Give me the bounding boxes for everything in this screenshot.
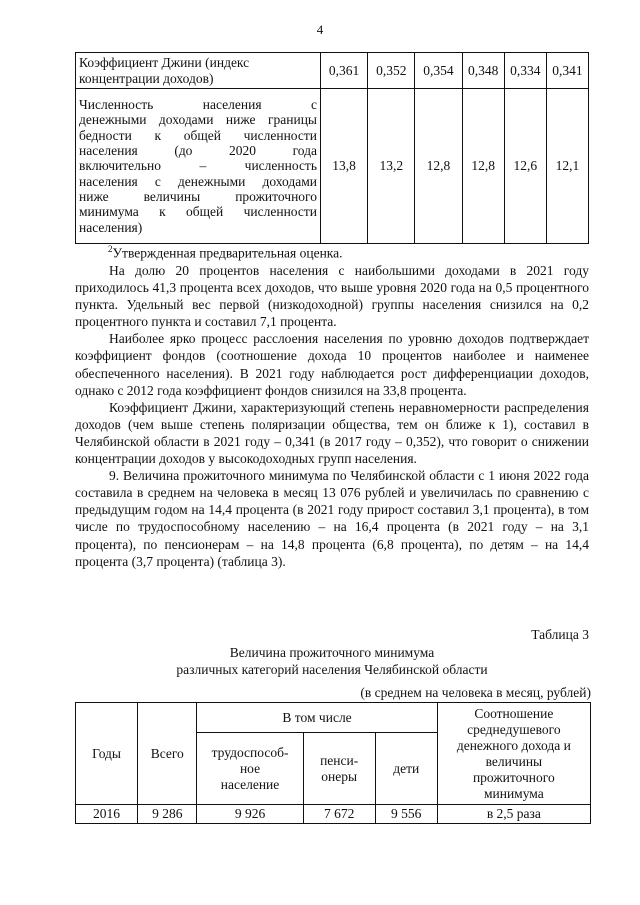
label-line: Численность населения с (79, 97, 317, 113)
table-cell: 12,8 (462, 89, 504, 244)
header-years: Годы (76, 703, 138, 805)
label-line: ниже величины прожиточного (79, 188, 317, 204)
label-line: включительно – численность (79, 158, 317, 174)
header-working: трудоспособ- ное население (197, 733, 303, 805)
table-cell: 0,341 (546, 53, 588, 89)
footnote-text: Утвержденная предварительная оценка. (112, 245, 343, 261)
label-line: концентрации доходов) (79, 70, 214, 86)
table-cell: 12,1 (546, 89, 588, 244)
header-total: Всего (138, 703, 197, 805)
footnote-mark: 2 (108, 244, 113, 254)
label-line: населения) (79, 219, 143, 235)
label-line: населения (до 2020 года (79, 143, 317, 159)
table-cell: 9 926 (197, 805, 303, 824)
label-line: бедности к общей численности (79, 127, 317, 143)
header-pensioners: пенси- онеры (303, 733, 375, 805)
table-cell: 0,334 (504, 53, 546, 89)
table-cell: 13,2 (368, 89, 415, 244)
paragraph: Коэффициент Джини, характеризующий степень неравномерности распределения доходов (чем выше степень поляризации общества, тем он ближе к 1), составил в Челябинской области в 2021 году – 0,341 (в 2017 году – 0,352), что говорит о снижении концентрации доходов у высокодоходных групп населения. (75, 399, 589, 467)
table-label: Таблица 3 (531, 627, 589, 642)
indicators-table (75, 52, 589, 244)
table-row (76, 89, 589, 244)
label-line: Коэффициент Джини (индекс (79, 55, 250, 71)
table-title-line: Величина прожиточного минимума (229, 645, 435, 660)
table-title (75, 644, 589, 678)
row-label (76, 53, 321, 89)
unit-note: (в среднем на человека в месяц, рублей) (360, 685, 591, 700)
header-children: дети (375, 733, 437, 805)
table-cell: 9 556 (375, 805, 437, 824)
row-label (76, 89, 321, 244)
paragraph: На долю 20 процентов населения с наибольшими доходами в 2021 году приходилось 41,3 процента всех доходов, что выше уровня 2020 года на 0,5 процентного пункта. Удельный вес первой (низкодоходной) группы населения снизился на 0,2 процентного пункта и составил 7,1 процента. (75, 263, 589, 330)
header-including: В том числе (197, 703, 437, 733)
footnote (108, 244, 343, 262)
table-cell: 13,8 (321, 89, 368, 244)
label-line: населения с денежными доходами (79, 173, 317, 189)
label-line: минимума к общей численности (79, 204, 317, 220)
paragraph: Наиболее ярко процесс расслоения населения по уровню доходов подтверждает коэффициент фондов (соотношение дохода 10 процентов наиболее и наименее обеспеченного населения). В 2021 году наблюдается рост дифференциации доходов, однако с 2012 года коэффициент фондов снизился на 33,8 процента. (75, 331, 589, 398)
table-title-line: различных категорий населения Челябинской области (176, 662, 488, 677)
subsistence-table (75, 702, 591, 824)
header-ratio: Соотношение среднедушевого денежного дохода и величины прожиточного минимума (437, 703, 590, 805)
page-number: 4 (316, 22, 324, 37)
body-text (75, 262, 589, 570)
table-cell: в 2,5 раза (437, 805, 590, 824)
table-cell: 12,8 (415, 89, 462, 244)
header-row (76, 703, 591, 733)
table-cell: 0,361 (321, 53, 368, 89)
table-cell: 2016 (76, 805, 138, 824)
table-cell: 7 672 (303, 805, 375, 824)
table-cell: 0,354 (415, 53, 462, 89)
label-line: денежными доходами ниже границы (79, 112, 317, 128)
paragraph: 9. Величина прожиточного минимума по Челябинской области с 1 июня 2022 года составила в среднем на человека в месяц 13 076 рублей и увеличилась по сравнению с предыдущим годом на 14,4 процента (в 2021 году прирост составил 3,1 процента), в том числе по трудоспособному населению – на 16,4 процента (в 2021 году – на 3,1 процента), по пенсионерам – на 14,8 процента (6,8 процента), по детям – на 14,4 процента (3,7 процента) (таблица 3). (75, 468, 589, 569)
table-row (76, 805, 591, 824)
table-cell: 9 286 (138, 805, 197, 824)
table-cell: 0,348 (462, 53, 504, 89)
row-label-lines (79, 97, 317, 235)
table-row (76, 53, 589, 89)
row-label-lines (79, 55, 317, 86)
table-cell: 12,6 (504, 89, 546, 244)
table-cell: 0,352 (368, 53, 415, 89)
